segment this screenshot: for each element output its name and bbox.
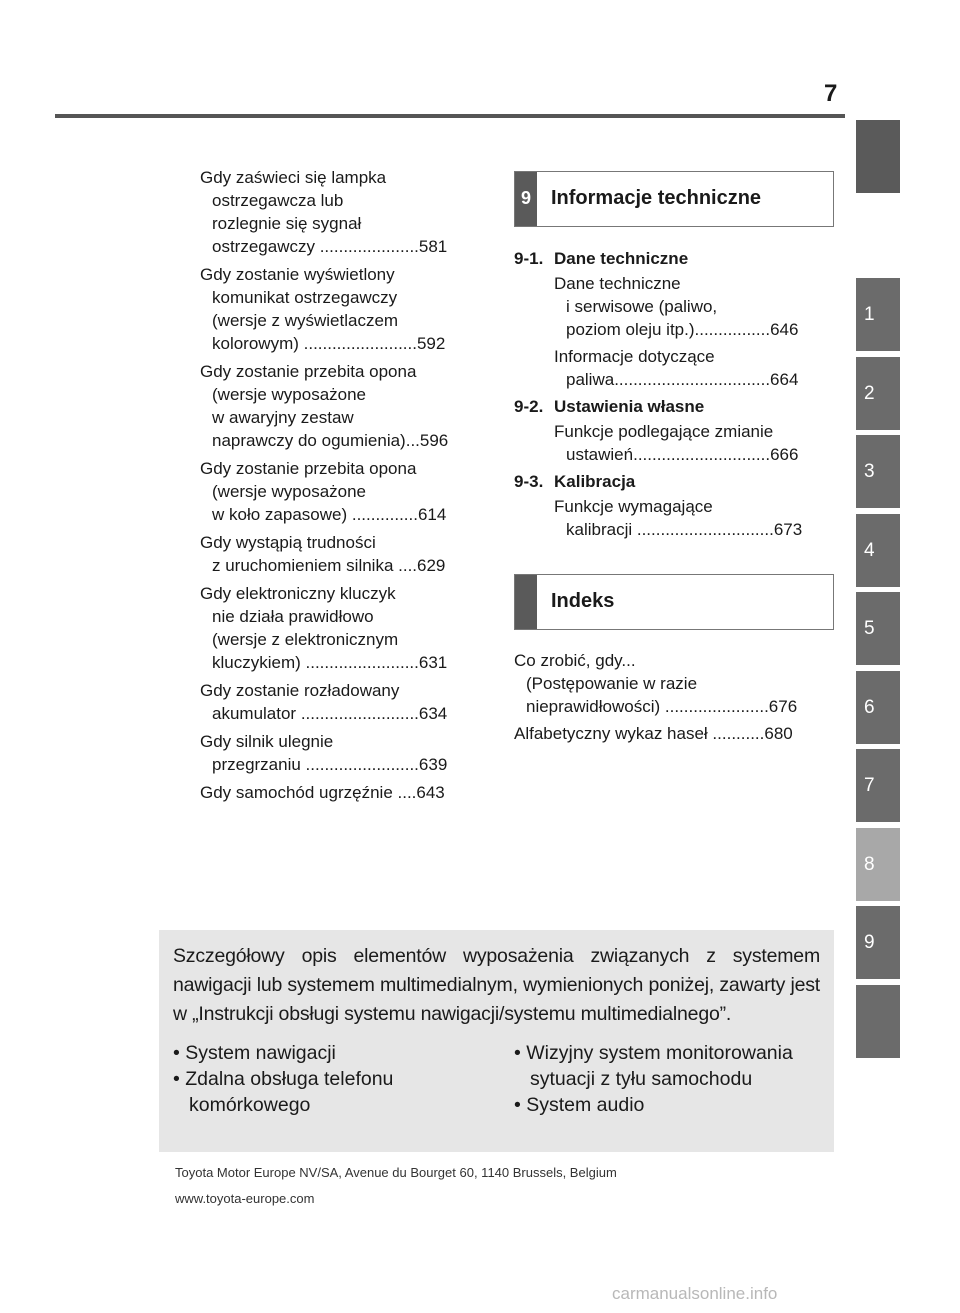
side-tab-7[interactable]: 7 xyxy=(856,749,900,822)
toc-entry[interactable]: Gdy zostanie przebita opona (wersje wyposażone w koło zapasowe) ..............614 xyxy=(200,459,447,524)
section-title: Informacje techniczne xyxy=(551,187,762,209)
side-tab-blank-bottom[interactable] xyxy=(856,985,900,1058)
side-tab-blank-top[interactable] xyxy=(856,120,900,193)
toc-entry[interactable]: Gdy silnik ulegnie przegrzaniu ........................639 xyxy=(200,732,448,774)
toc-entry[interactable]: Funkcje podlegające zmianie ustawień.............................666 xyxy=(554,422,799,464)
section-number-bar xyxy=(515,575,537,629)
page-number: 7 xyxy=(824,80,838,107)
footer-website[interactable]: www.toyota-europe.com xyxy=(175,1191,315,1206)
toc-entry[interactable]: Gdy samochód ugrzęźnie ....643 xyxy=(200,783,445,802)
side-tab-4[interactable]: 4 xyxy=(856,514,900,587)
list-item: • Zdalna obsługa telefonu komórkowego xyxy=(173,1068,394,1116)
side-tab-1[interactable]: 1 xyxy=(856,278,900,351)
side-tab-8[interactable]: 8 xyxy=(856,828,900,901)
toc-entry[interactable]: Gdy zostanie wyświetlony komunikat ostrzegawczy (wersje z wyświetlaczem kolorowym) ........................592 xyxy=(200,265,446,353)
toc-entry[interactable]: Alfabetyczny wykaz haseł ...........680 xyxy=(514,724,793,743)
section-9-header xyxy=(514,171,834,227)
side-tab-5[interactable]: 5 xyxy=(856,592,900,665)
footer-address: Toyota Motor Europe NV/SA, Avenue du Bourget 60, 1140 Brussels, Belgium xyxy=(175,1165,617,1180)
subsection-heading[interactable]: 9-3. Kalibracja xyxy=(514,472,636,491)
navigation-info-box xyxy=(159,930,834,1152)
toc-entry[interactable]: Gdy wystąpią trudności z uruchomieniem silnika ....629 xyxy=(200,533,446,575)
toc-left-column xyxy=(200,166,480,809)
info-bullets-left xyxy=(173,1040,473,1118)
list-item: • System audio xyxy=(514,1094,645,1116)
side-tab-2[interactable]: 2 xyxy=(856,357,900,430)
toc-entry[interactable]: Funkcje wymagające kalibracji .............................673 xyxy=(554,497,803,539)
list-item: • System nawigacji xyxy=(173,1042,336,1064)
toc-entry[interactable]: Gdy zostanie przebita opona (wersje wyposażone w awaryjny zestaw naprawczy do ogumienia)...596 xyxy=(200,362,449,450)
toc-entry[interactable]: Gdy elektroniczny kluczyk nie działa prawidłowo (wersje z elektronicznym kluczykiem) ........................631 xyxy=(200,584,448,672)
subsection-heading[interactable]: 9-1. Dane techniczne xyxy=(514,249,689,268)
side-tab-3[interactable]: 3 xyxy=(856,435,900,508)
side-tab-9[interactable]: 9 xyxy=(856,906,900,979)
info-bullets-right xyxy=(514,1040,834,1118)
toc-entry[interactable]: Co zrobić, gdy... (Postępowanie w razie nieprawidłowości) ......................676 xyxy=(514,651,798,716)
side-tab-6[interactable]: 6 xyxy=(856,671,900,744)
toc-section-9 xyxy=(514,247,834,545)
index-header xyxy=(514,574,834,630)
toc-entry[interactable]: Gdy zaświeci się lampka ostrzegawcza lub rozlegnie się sygnał ostrzegawczy .....................581 xyxy=(200,168,448,256)
section-number-bar: 9 xyxy=(515,172,537,226)
subsection-heading[interactable]: 9-2. Ustawienia własne xyxy=(514,397,705,416)
info-intro: Szczegółowy opis elementów wyposażenia związanych z systemem nawigacji lub systemem multimedialnym, wymienionych poniżej, zawarty jest w „Instrukcji obsługi systemu nawigacji/systemu multimedialnego”. xyxy=(173,945,820,1025)
toc-entry[interactable]: Gdy zostanie rozładowany akumulator .........................634 xyxy=(200,681,448,723)
section-title: Indeks xyxy=(551,590,615,612)
watermark: carmanualsonline.info xyxy=(612,1284,778,1303)
list-item: • Wizyjny system monitorowania sytuacji z tyłu samochodu xyxy=(514,1042,793,1090)
toc-index xyxy=(514,649,834,749)
toc-entry[interactable]: Informacje dotyczące paliwa.................................664 xyxy=(554,347,799,389)
toc-entry[interactable]: Dane techniczne i serwisowe (paliwo, poziom oleju itp.)................646 xyxy=(554,274,799,339)
top-rule xyxy=(55,114,845,118)
footer xyxy=(175,1160,617,1212)
